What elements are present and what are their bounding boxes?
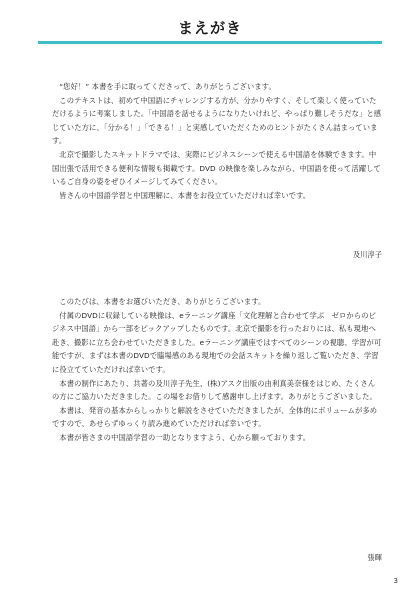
paragraph: このテキストは、初めて中国語にチャレンジする方が、分かりやすく、そして楽しく使っていただけるように考案しました。「中国語を話せるようになりたいけれど、やっぱり難しそうだな」と感じていた方に、「分かる！」「できる！」と実感していただくためのヒントがたくさん詰まっています。 (52, 95, 382, 146)
page-number: 3 (393, 577, 398, 585)
title-underline (38, 41, 382, 44)
paragraph: このたびは、本書をお選びいただき、ありがとうございます。 (59, 297, 266, 306)
paragraph: 付属のDVDに収録している映像は、eラーニング講座「文化理解と合わせて学ぶ ゼロからのビジネス中国語」から一部をピックアップしたものです。北京で撮影を行ったおりには、私も現地へ赴き、撮影に立ち会わせていただきました。eラーニング講座ではすべてのシーンの視聴、学習が可能ですが、まずは本書のDVDで臨場感のある現地での会話スキットを繰り返しご覧いただき、学習に役立てていただければ幸いです。 (52, 310, 382, 374)
preface-section-2 (52, 295, 382, 445)
page-title: まえがき (177, 19, 242, 37)
paragraph: 皆さんの中国語学習と中国理解に、本書をお役立ていただければ幸いです。 (59, 190, 311, 200)
author-signature-2: 張暉 (367, 553, 382, 562)
paragraph: 北京で撮影したスキットドラマでは、実際にビジネスシーンで使える中国語を体験できます。中国出張で活用できる便利な情報も掲載です。DVD の映像を楽しみながら、中国語を使って活躍しているご自身の姿をぜひイメージしてみてください。 (52, 149, 381, 187)
author-signature-1: 及川淳子 (352, 250, 382, 259)
paragraph: “您好！” 本書を手に取ってくださって、ありがとうございます。 (59, 82, 276, 91)
preface-section-1 (52, 80, 382, 202)
paragraph: 本書の制作にあたり、共著の及川淳子先生、(株)アスク出版の由利真美奈様をはじめ、たくさんの方にご協力いただきました。この場をお借りして感謝申し上げます。ありがとうございました。 (52, 378, 377, 402)
paragraph: 本書が皆さまの中国語学習の一助となりますよう、心から願っております。 (59, 432, 311, 442)
paragraph: 本書は、発音の基本からしっかりと解説をさせていただきましたが、全体的にボリュームが多めですので、あせらずゆっくり読み進めていただければ幸いです。 (52, 405, 378, 429)
